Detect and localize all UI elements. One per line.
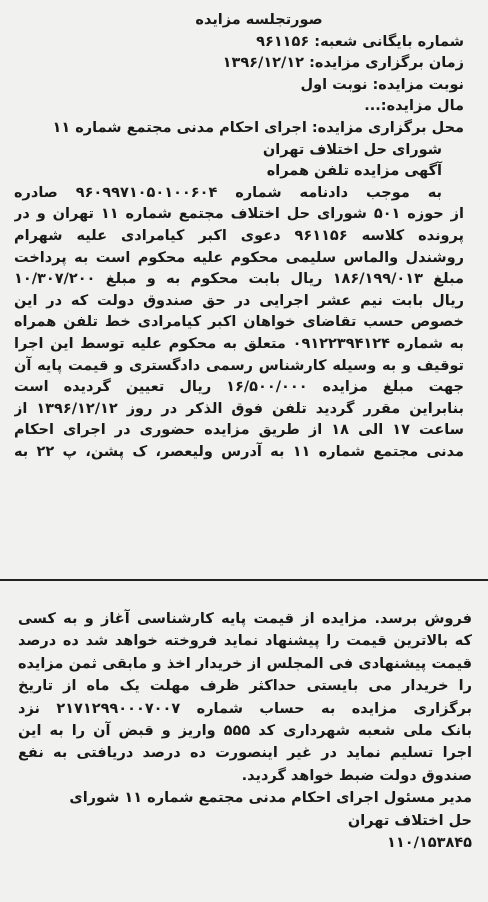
auction-notice-upper	[0, 10, 488, 463]
body-line: به شماره ۰۹۱۲۲۳۹۴۱۲۴ متعلق به محکوم علیه توسط این اجرا	[14, 335, 464, 352]
body-line: ساعت ۱۷ الی ۱۸ از طریق مزایده حضوری در اجرای احکام	[14, 422, 464, 439]
notice-heading: آگهی مزایده تلفن همراه	[266, 163, 442, 180]
reference-code: ۱۱۰/۱۵۳۸۴۵	[387, 834, 472, 851]
auction-date: زمان برگزاری مزایده: ۱۳۹۶/۱۲/۱۲	[222, 55, 464, 72]
body-line: برگزاری مزایده به حساب شماره ۲۱۷۱۲۹۹۰۰۰۷۰۰۷ نزد	[18, 700, 472, 717]
archive-number: شماره بایگانی شعبه: ۹۶۱۱۵۶	[256, 33, 464, 50]
body-line: مدنی مجتمع شماره ۱۱ به آدرس ولیعصر، ک پشن، پ ۲۲ به	[14, 443, 464, 460]
body-line: ریال بابت نیم عشر اجرایی در حق صندوق دولت که در این	[14, 292, 464, 309]
body-line: که بالاترین قیمت را پیشنهاد نماید فروخته خواهد شد ده درصد	[18, 633, 472, 650]
body-line: بنابراین مقرر گردید تلفن فوق الذکر در روز ۱۳۹۶/۱۲/۱۲ از	[14, 400, 464, 417]
body-line: خصوص حسب تقاضای خواهان اکبر کیامرادی خط تلفن همراه	[14, 314, 464, 331]
body-line: اجرا تسلیم نماید در غیر اینصورت ده درصد دریافتی به نفع	[18, 745, 472, 762]
notice-title: صورتجلسه مزایده	[195, 12, 323, 28]
auction-location-line-1: محل برگزاری مزایده: اجرای احکام مدنی مجتمع شماره ۱۱	[52, 119, 464, 136]
body-line: قیمت پیشنهادی فی المجلس از خریدار اخذ و مابقی ثمن مزایده	[18, 655, 472, 672]
body-line: به موجب دادنامه شماره ۹۶۰۹۹۷۱۰۵۰۱۰۰۶۰۴ صادره	[14, 184, 442, 201]
body-line: را خریدار می بایستی حداکثر ظرف مهلت یک ماه از تاریخ	[18, 678, 472, 695]
auction-property: مال مزایده:...	[364, 98, 464, 115]
body-line: فروش برسد. مزایده از قیمت پایه کارشناسی آغاز و به کسی	[18, 611, 472, 627]
body-line: بانک ملی شعبه شهرداری کد ۵۵۵ واریز و قبض آن را به این	[18, 722, 472, 739]
body-line: توقیف و به وسیله کارشناس رسمی دادگستری و قیمت پایه آن	[14, 357, 464, 374]
body-line: جهت مبلغ مزایده ۱۶/۵۰۰/۰۰۰ ریال تعیین گردیده است	[14, 379, 464, 396]
body-line: صندوق دولت ضبط خواهد گردید.	[241, 767, 472, 784]
body-line: پرونده کلاسه ۹۶۱۱۵۶ دعوی اکبر کیامرادی علیه شهرام	[14, 227, 464, 244]
body-line: روشندل والماس سلیمی محکوم علیه محکوم است به پرداخت	[14, 249, 464, 266]
auction-round: نوبت مزایده: نوبت اول	[300, 76, 464, 93]
body-line: مبلغ ۱۸۶/۱۹۹/۰۱۳ ریال بابت محکوم به و مبلغ ۱۰/۳۰۷/۲۰۰	[14, 271, 464, 288]
body-line: از حوزه ۵۰۱ شورای حل اختلاف مجتمع شماره ۱۱ تهران و در	[14, 206, 464, 223]
signature-line-2: حل اختلاف تهران	[347, 812, 472, 829]
signature-line-1: مدیر مسئول اجرای احکام مدنی مجتمع شماره ۱۱ شورای	[69, 790, 472, 807]
auction-location-line-2: شورای حل اختلاف تهران	[262, 141, 442, 158]
auction-notice-lower	[0, 608, 488, 854]
column-divider	[0, 579, 488, 581]
